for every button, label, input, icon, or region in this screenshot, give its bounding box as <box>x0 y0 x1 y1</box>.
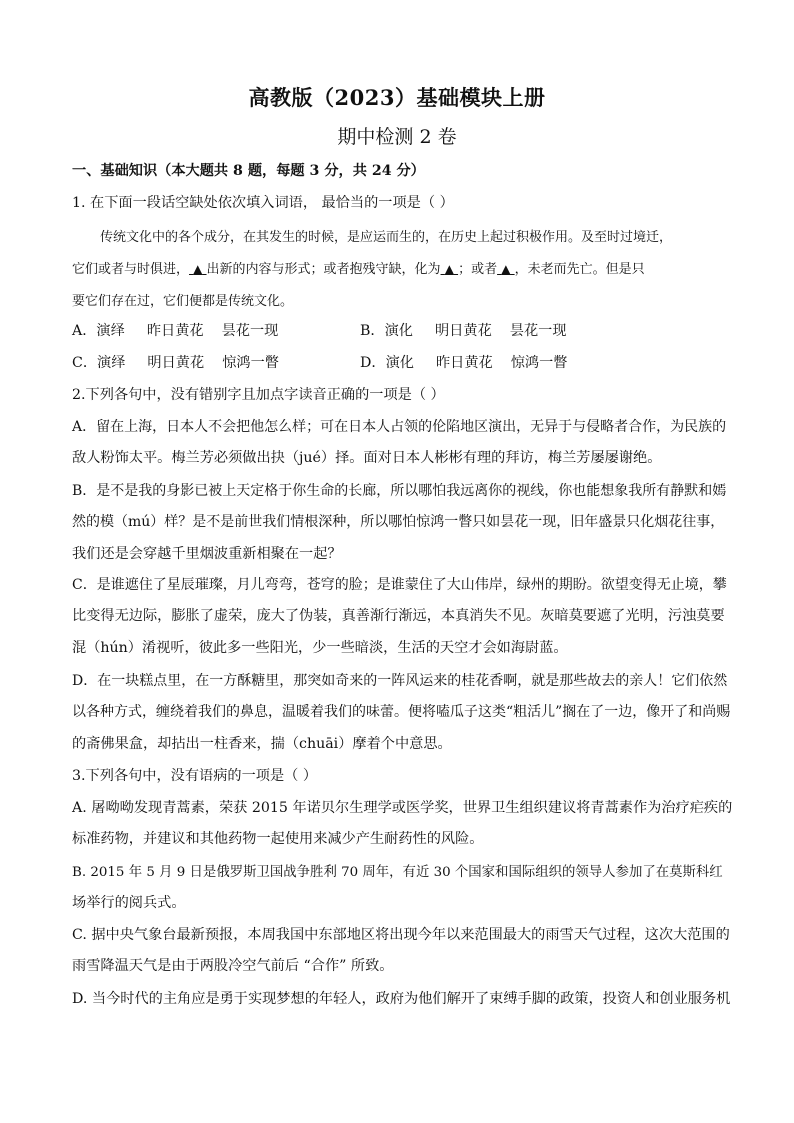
q1-passage-line2: 它们或者与时俱进， ▲ 出新的内容与形式；或者抱残守缺，化为 ▲ ；或者 ▲ ，未老而先亡。但是只 <box>72 262 645 277</box>
q2-option-c-line1: C．是谁遮住了星辰璀璨，月儿弯弯，苍穹的脸；是谁蒙住了大山伟岸，绿州的期盼。欲望变得无止境，攀 <box>72 577 727 593</box>
q2-option-d-line1: D．在一块糕点里，在一方酥糖里，那突如奇来的一阵风运来的桂花香啊，就是那些故去的亲人！它们依然 <box>72 673 728 689</box>
q1-option-d[interactable]: D．演化 昨日黄花 惊鸿一瞥 <box>360 355 568 371</box>
q3-option-c-line1: C. 据中央气象台最新预报，本周我国中东部地区将出现今年以来范围最大的雨雪天气过程，这次大范围的 <box>72 927 730 943</box>
q2-option-c-line2: 比变得无边际，膨胀了虚荣，庞大了伪装，真善渐行渐远，本真消失不见。灰暗莫要遮了光明，污浊莫要 <box>72 608 725 624</box>
q2-option-a-line1: A．留在上海，日本人不会把他怎么样；可在日本人占领的伦陷地区演出，无异于与侵略者合作，为民族的 <box>72 419 727 435</box>
q3-option-a-line2: 标准药物，并建议和其他药物一起使用来减少产生耐药性的风险。 <box>72 831 484 847</box>
q3-option-a-line1: A. 屠呦呦发现青蒿素，荣获 2015 年诺贝尔生理学或医学奖，世界卫生组织建议将青蒿素作为治疗疟疾的 <box>72 800 733 816</box>
q1-option-c[interactable]: C．演绎 明日黄花 惊鸿一瞥 <box>72 355 279 371</box>
document-title: 高教版（2023）基础模块上册 <box>248 85 546 110</box>
q2-option-d-line2: 以各种方式，缠绕着我们的鼻息，温暖着我们的味蕾。便将嗑瓜子这类“粗活儿”搁在了一边，像开了和尚赐 <box>72 704 731 720</box>
q1-option-a[interactable]: A．演绎 昨日黄花 昙花一现 <box>72 323 279 339</box>
q1-option-b[interactable]: B．演化 明日黄花 昙花一现 <box>360 323 567 339</box>
q2-stem: 2.下列各句中，没有错别字且加点字读音正确的一项是（ ） <box>72 387 445 403</box>
section-heading: 一、基础知识（本大题共 8 题，每题 3 分，共 24 分） <box>72 163 425 179</box>
q1-blank-2: ▲ <box>444 262 454 276</box>
document-subtitle: 期中检测 2 卷 <box>337 126 457 148</box>
q2-option-b-line3: 我们还是会穿越千里烟波重新相聚在一起？ <box>72 546 342 562</box>
q3-stem: 3.下列各句中，没有语病的一项是（ ） <box>72 768 318 784</box>
q1-passage-line1: 传统文化中的各个成分，在其发生的时候，是应运而生的，在历史上起过积极作用。及至时过境迁， <box>100 230 673 245</box>
q2-option-c-line3: 混（hún）淆视听，彼此多一些阳光，少一些暗淡，生活的天空才会如海尉蓝。 <box>72 640 568 656</box>
q3-option-c-line2: 雨雪降温天气是由于两股冷空气前后 “合作” 所致。 <box>72 958 394 974</box>
q1-blank-1: ▲ <box>193 262 203 276</box>
q2-option-b-line2: 然的模（mú）样？是不是前世我们情根深种，所以哪怕惊鸿一瞥只如昙花一现，旧年盛景只化烟花往事， <box>72 514 725 530</box>
q3-option-d-line1: D. 当今时代的主角应是勇于实现梦想的年轻人，政府为他们解开了束缚手脚的政策，投资人和创业服务机 <box>72 991 731 1007</box>
q2-option-b-line1: B．是不是我的身影已被上天定格于你生命的长廊，所以哪怕我远离你的视线，你也能想象我所有静默和嫣 <box>72 483 727 499</box>
q3-option-b-line1: B. 2015 年 5 月 9 日是俄罗斯卫国战争胜利 70 周年，有近 30 个国家和国际组织的领导人参加了在莫斯科红 <box>72 865 723 880</box>
q3-option-b-line2: 场举行的阅兵式。 <box>72 895 186 911</box>
q1-passage-line3: 要它们存在过，它们便都是传统文化。 <box>72 294 294 309</box>
q1-blank-3: ▲ <box>501 262 511 276</box>
q2-option-a-line2: 敌人粉饰太平。梅兰芳必须做出抉（jué）择。面对日本人彬彬有理的拜访，梅兰芳屡屡谢绝。 <box>72 450 662 466</box>
q2-option-d-line3: 的斋佛果盒，却拈出一柱香来，揣（chuāi）摩着个中意思。 <box>72 736 452 752</box>
q1-stem: 1. 在下面一段话空缺处依次填入词语， 最恰当的一项是（ ） <box>72 195 454 211</box>
